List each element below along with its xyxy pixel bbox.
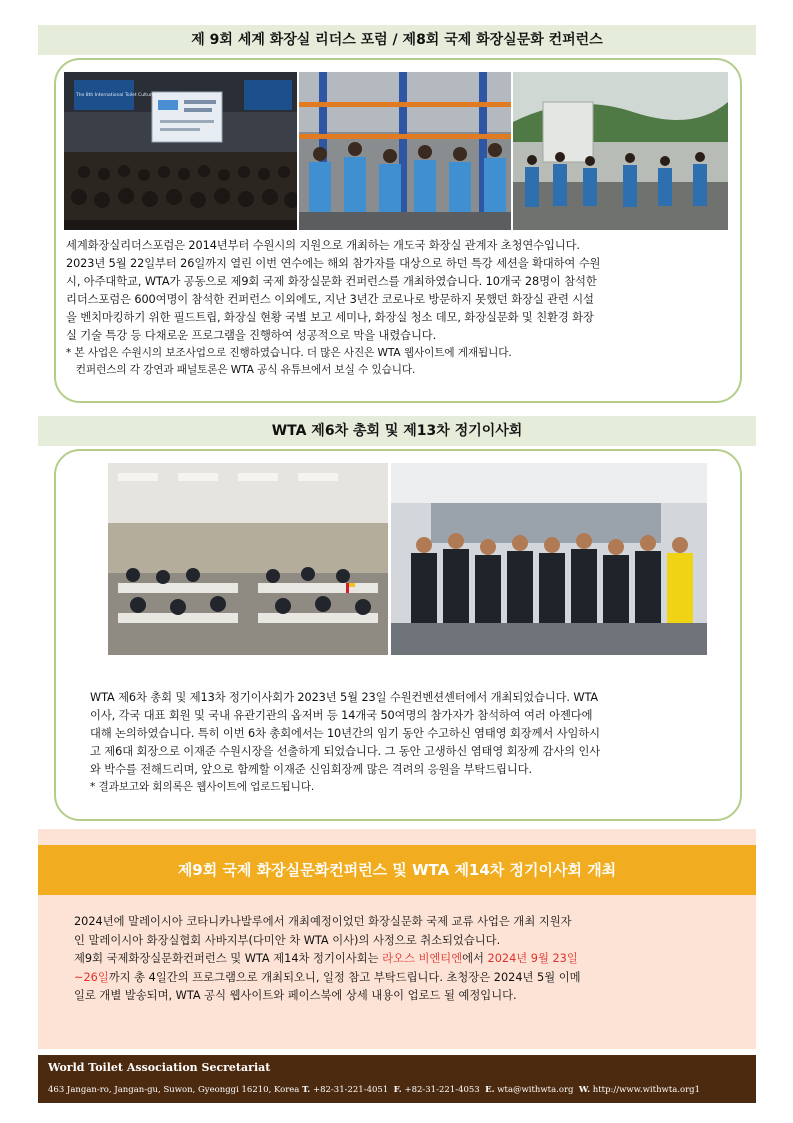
tel-label: T. <box>302 1085 311 1095</box>
section2-body <box>90 689 730 796</box>
footer-contact <box>48 1085 700 1095</box>
slide-title-text: The 8th International Toilet Culture Conference <box>76 93 182 98</box>
footer-org-name: World Toilet Association Secretariat <box>48 1061 271 1074</box>
footer-email[interactable]: wta@withwta.org <box>497 1085 574 1095</box>
footer-tel: +82-31-221-4051 <box>312 1085 389 1095</box>
section1-note: 컨퍼런스의 각 강연과 패널토론은 WTA 공식 유튜브에서 보실 수 있습니다. <box>66 364 416 376</box>
section2-line: 와 박수를 전해드리며, 앞으로 함께할 이재준 신임회장께 많은 격려의 응원을 부탁드립니다. <box>90 763 532 776</box>
field-trip-photo <box>299 72 511 230</box>
conference-hall-photo <box>64 72 297 230</box>
announcement-text: 까지 총 4일간의 프로그램으로 개최되오니, 일정 참고 부탁드립니다. 초청장은 2024년 5월 이메 <box>108 970 581 984</box>
web-label: W. <box>578 1085 591 1095</box>
announcement-line <box>74 969 729 988</box>
footer <box>38 1055 756 1103</box>
announcement-line <box>74 950 729 969</box>
section1-body <box>66 237 734 379</box>
footer-address: 463 Jangan-ro, Jangan-gu, Suwon, Gyeonggi 16210, Korea <box>48 1085 300 1095</box>
announcement-line: 인 말레이시아 화장실협회 사바지부(다미안 차 WTA 이사)의 사정으로 취소되었습니다. <box>74 933 501 947</box>
section1-line: 2023년 5월 22일부터 26일까지 열린 이번 연수에는 해외 참가자를 대상으로 하던 특강 세션을 확대하여 수원 <box>66 257 601 270</box>
section1-note: * 본 사업은 수원시의 보조사업으로 진행하였습니다. 더 많은 사진은 WTA 웹사이트에 게재됩니다. <box>66 347 512 359</box>
announcement-text: 에서 <box>462 952 488 965</box>
section1-line: 실 기술 특강 등 다채로운 프로그램을 진행하여 성공적으로 막을 내렸습니다. <box>66 329 437 342</box>
section1-line: 시, 아주대학교, WTA가 공동으로 제9회 국제 화장실문화 컨퍼런스를 개최하였습니다. 10개국 28명이 참석한 <box>66 275 597 288</box>
section1-line: 리더스포럼은 600여명이 참석한 컨퍼런스 이외에도, 지난 3년간 코로나로 방문하지 못했던 화장실 관련 시설 <box>66 293 594 306</box>
section2-line: 대해 논의하였습니다. 특히 이번 6차 총회에서는 10년간의 임기 동안 수고하신 염태영 회장께서 사임하시 <box>90 727 600 740</box>
announcement-body <box>74 913 729 1006</box>
venue-highlight: 라오스 비엔티엔 <box>382 952 463 965</box>
section1-title: 제 9회 세계 화장실 리더스 포럼 / 제8회 국제 화장실문화 컨퍼런스 <box>38 25 756 55</box>
footer-website[interactable]: http://www.withwta.org1 <box>592 1085 701 1095</box>
section2-title: WTA 제6차 총회 및 제13차 정기이사회 <box>38 416 756 446</box>
announcement-text: 제9회 국제화장실문화컨퍼런스 및 WTA 제14차 정기이사회는 <box>74 952 383 965</box>
section1-line: 을 벤치마킹하기 위한 필드트립, 화장실 현황 국별 보고 세미나, 화장실 청소 데모, 화장실문화 및 친환경 화장 <box>66 311 594 324</box>
outdoor-visit-photo <box>513 72 728 230</box>
date-highlight: 2024년 9월 23일 <box>487 952 578 965</box>
announcement-line: 2024년에 말레이시아 코타니카나발루에서 개최예정이었던 화장실문화 국제 교류 사업은 개최 지원자 <box>74 915 572 928</box>
email-label: E. <box>485 1085 495 1095</box>
date-highlight: ~26일 <box>74 970 109 984</box>
announcement-title: 제9회 국제 화장실문화컨퍼런스 및 WTA 제14차 정기이사회 개최 <box>38 845 756 895</box>
section2-line: 고 제6대 회장으로 이재준 수원시장을 선출하게 되었습니다. 그 동안 고생하신 염태영 회장께 감사의 인사 <box>90 745 601 758</box>
group-photo <box>391 463 707 655</box>
announcement-line: 일로 개별 발송되며, WTA 공식 웹사이트와 페이스북에 상세 내용이 업로드 될 예정입니다. <box>74 989 517 1002</box>
section2-line: 이사, 각국 대표 회원 및 국내 유관기관의 옵저버 등 14개국 50여명의 참가자가 참석하여 여러 아젠다에 <box>90 709 593 722</box>
general-assembly-photo <box>108 463 388 655</box>
section2-line: WTA 제6차 총회 및 제13차 정기이사회가 2023년 5월 23일 수원컨벤션센터에서 개최되었습니다. WTA <box>90 691 599 704</box>
section2-note: * 결과보고와 회의록은 웹사이트에 업로드됩니다. <box>90 781 315 793</box>
footer-fax: +82-31-221-4053 <box>404 1085 480 1095</box>
fax-label: F. <box>393 1085 402 1095</box>
section1-line: 세계화장실리더스포럼은 2014년부터 수원시의 지원으로 개최하는 개도국 화장실 관계자 초청연수입니다. <box>66 239 580 252</box>
